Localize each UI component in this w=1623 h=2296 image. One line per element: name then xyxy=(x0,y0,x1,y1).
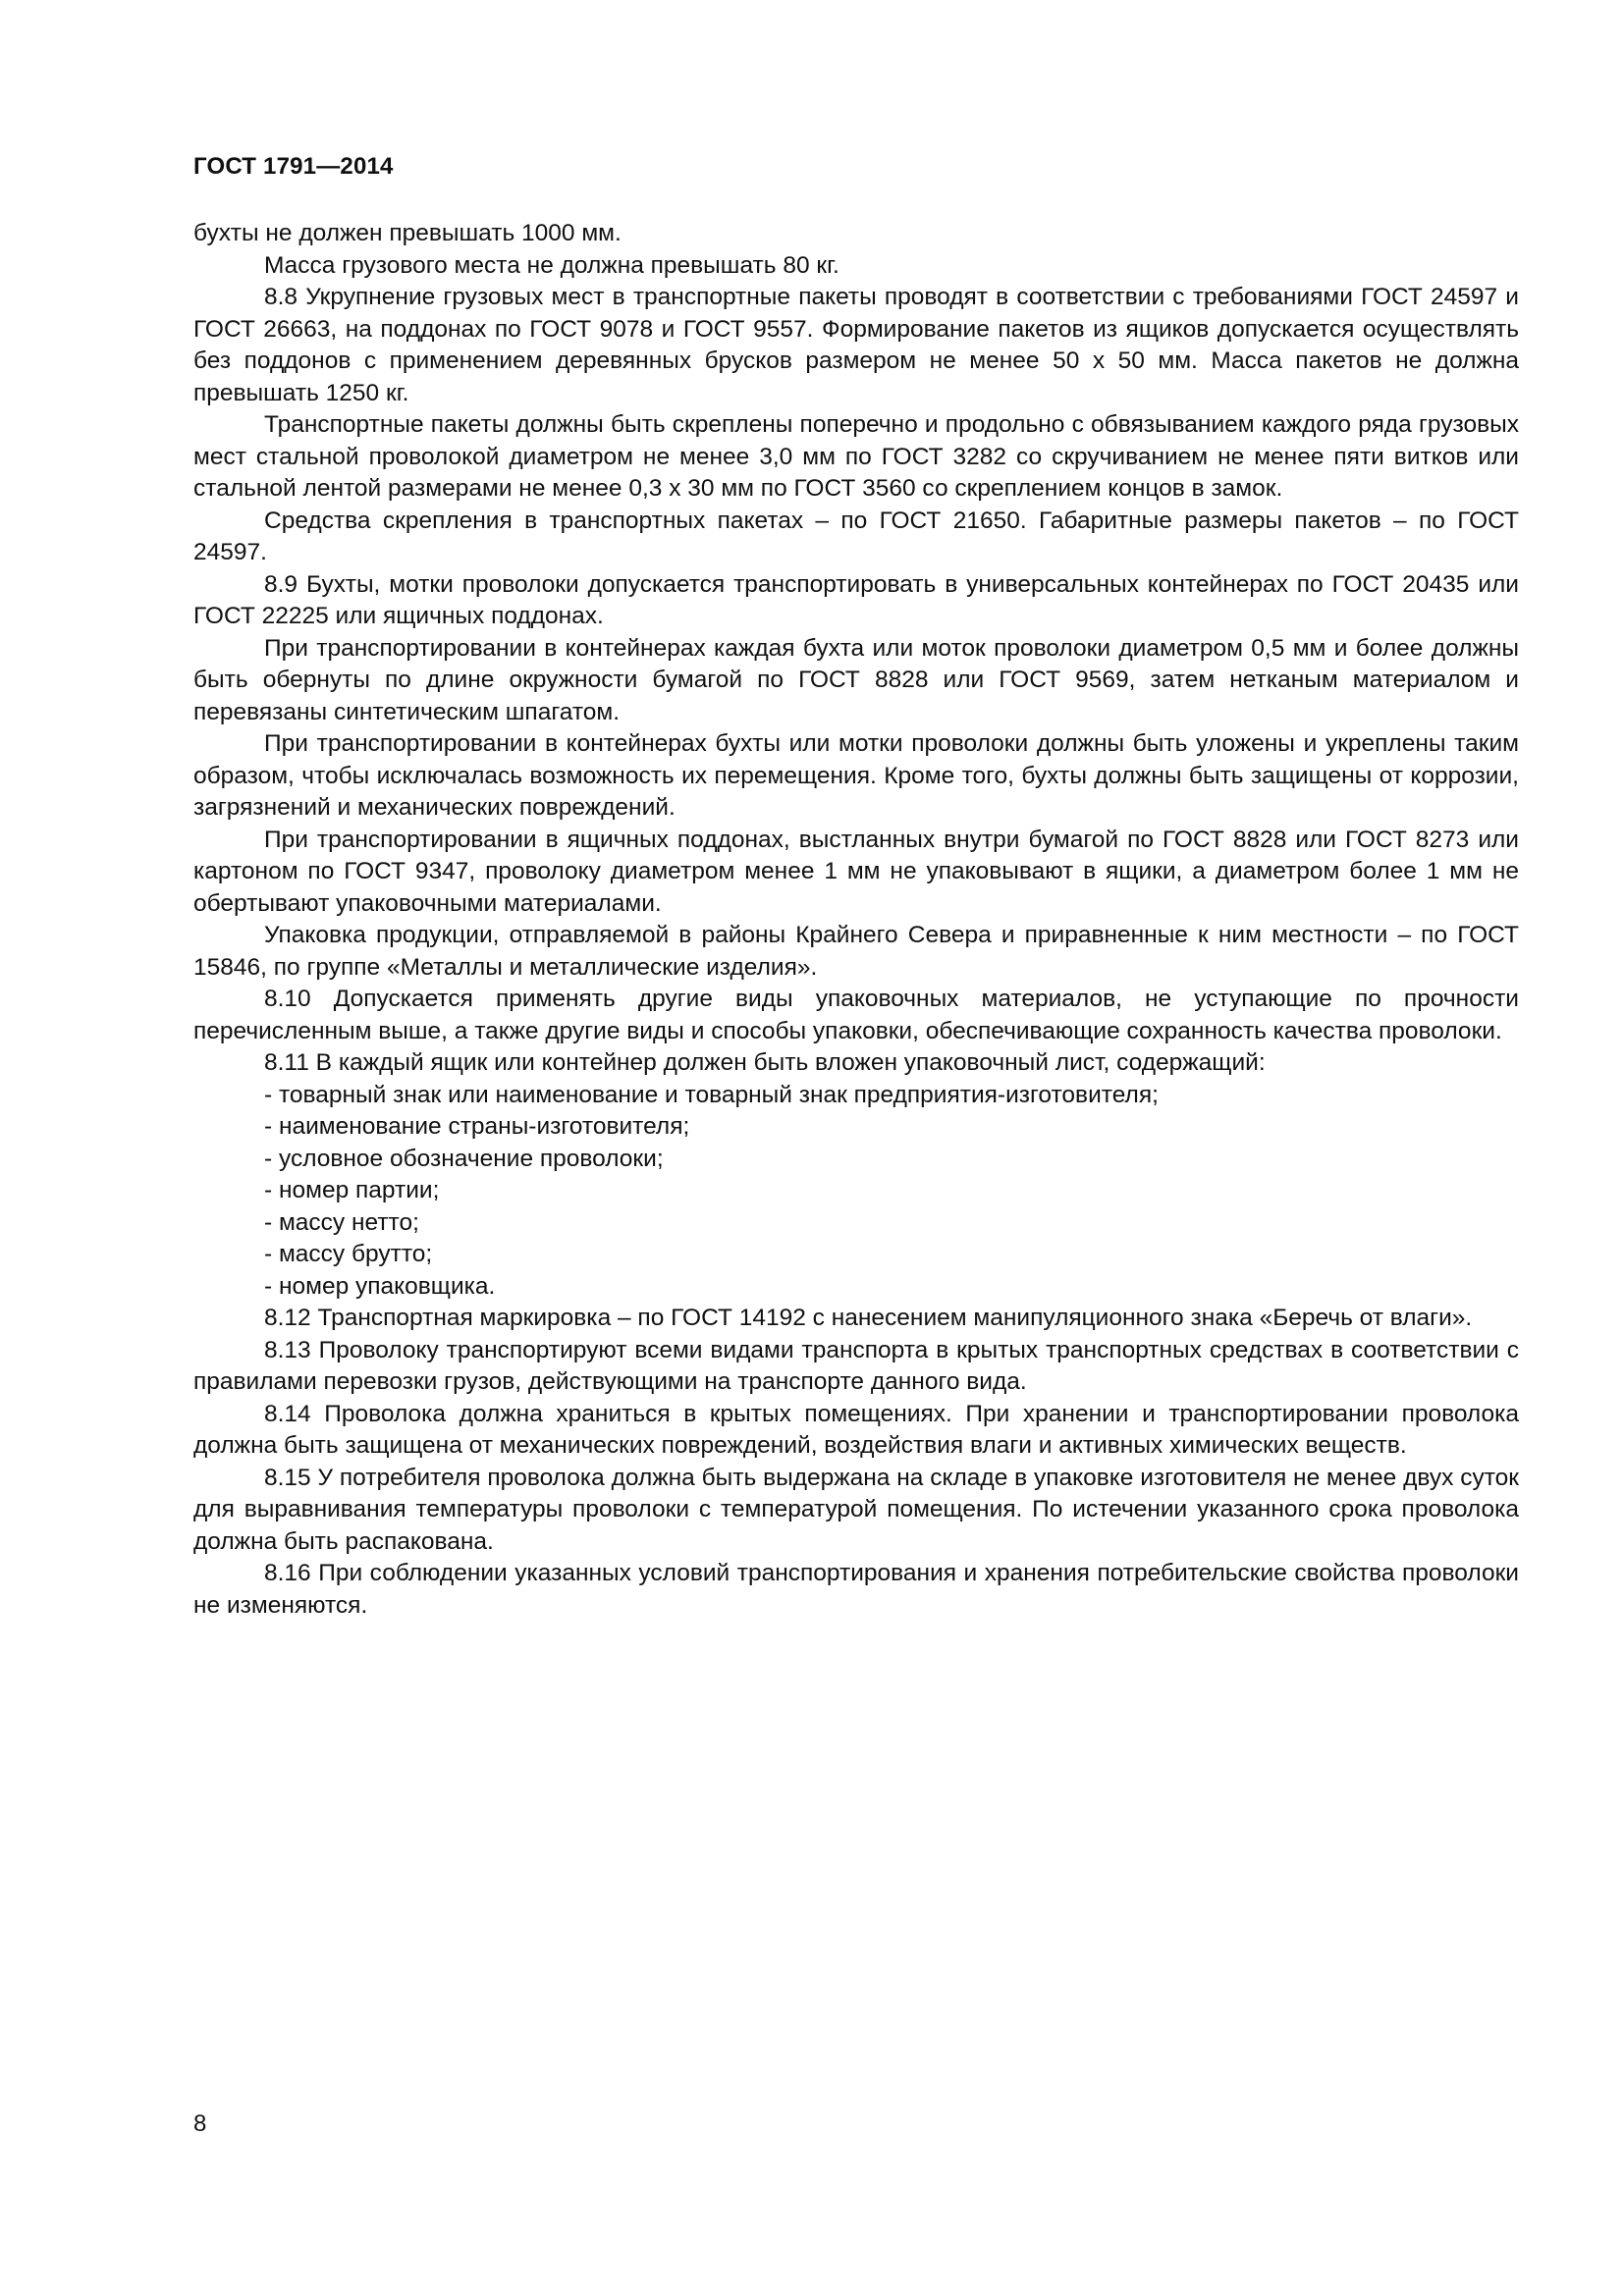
list-item: - условное обозначение проволоки; xyxy=(264,1145,664,1172)
page-number: 8 xyxy=(193,2110,207,2137)
document-body xyxy=(193,218,1519,1622)
paragraph: 8.14 Проволока должна храниться в крытых помещениях. При хранении и транспортировании проволока должна быть защищена от механических повреждений, воздействия влаги и активных химических веществ. xyxy=(193,1400,1519,1459)
paragraph: 8.8 Укрупнение грузовых мест в транспортные пакеты проводят в соответствии с требованиями ГОСТ 24597 и ГОСТ 26663, на поддонах по ГОСТ 9078 и ГОСТ 9557. Формирование пакетов из ящиков допускается осуществлять без поддонов с применением деревянных брусков размером не менее 50 х 50 мм. Масса пакетов не должна превышать 1250 кг. xyxy=(193,284,1519,406)
paragraph-continuation: бухты не должен превышать 1000 мм. xyxy=(193,220,622,246)
list-item: - номер партии; xyxy=(264,1177,440,1203)
paragraph: Транспортные пакеты должны быть скреплены поперечно и продольно с обвязыванием каждого ряда грузовых мест стальной проволокой диаметром не менее 3,0 мм по ГОСТ 3282 со скручиванием не менее пяти витков или стальной лентой размерами не менее 0,3 х 30 мм по ГОСТ 3560 со скреплением концов в замок. xyxy=(193,411,1519,502)
paragraph: 8.15 У потребителя проволока должна быть выдержана на складе в упаковке изготовителя не менее двух суток для выравнивания температуры проволоки с температурой помещения. По истечении указанного срока проволока должна быть распакована. xyxy=(193,1464,1519,1555)
paragraph: При транспортировании в контейнерах бухты или мотки проволоки должны быть уложены и укреплены таким образом, чтобы исключалась возможность их перемещения. Кроме того, бухты должны быть защищены от коррозии, загрязнений и механических повреждений. xyxy=(193,730,1519,821)
paragraph: 8.13 Проволоку транспортируют всеми видами транспорта в крытых транспортных средствах в соответствии с правилами перевозки грузов, действующими на транспорте данного вида. xyxy=(193,1336,1519,1395)
paragraph: 8.11 В каждый ящик или контейнер должен быть вложен упаковочный лист, содержащий: xyxy=(264,1049,1266,1076)
paragraph: При транспортировании в ящичных поддонах, выстланных внутри бумагой по ГОСТ 8828 или ГОСТ 8273 или картоном по ГОСТ 9347, проволоку диаметром менее 1 мм не упаковывают в ящики, а диаметром более 1 мм не обертывают упаковочными материалами. xyxy=(193,826,1519,917)
paragraph: 8.12 Транспортная маркировка – по ГОСТ 14192 с нанесением манипуляционного знака «Беречь от влаги». xyxy=(264,1305,1473,1331)
paragraph: При транспортировании в контейнерах каждая бухта или моток проволоки диаметром 0,5 мм и более должны быть обернуты по длине окружности бумагой по ГОСТ 8828 или ГОСТ 9569, затем нетканым материалом и перевязаны синтетическим шпагатом. xyxy=(193,634,1519,725)
list-item: - номер упаковщика. xyxy=(264,1272,496,1300)
paragraph: 8.10 Допускается применять другие виды упаковочных материалов, не уступающие по прочности перечисленным выше, а также другие виды и способы упаковки, обеспечивающие сохранность качества проволоки. xyxy=(193,986,1519,1044)
list-item: - массу нетто; xyxy=(264,1208,419,1236)
list-item: - наименование страны-изготовителя; xyxy=(264,1113,690,1140)
paragraph: Упаковка продукции, отправляемой в районы Крайнего Севера и приравненные к ним местности – по ГОСТ 15846, по группе «Металлы и металлические изделия». xyxy=(193,922,1519,981)
paragraph: Средства скрепления в транспортных пакетах – по ГОСТ 21650. Габаритные размеры пакетов – по ГОСТ 24597. xyxy=(193,507,1519,565)
list-item: - товарный знак или наименование и товарный знак предприятия-изготовителя; xyxy=(264,1081,1159,1108)
list-item: - массу брутто; xyxy=(264,1241,433,1267)
standard-header: ГОСТ 1791—2014 xyxy=(193,153,394,180)
paragraph: Масса грузового места не должна превышать 80 кг. xyxy=(264,251,839,279)
paragraph: 8.9 Бухты, мотки проволоки допускается транспортировать в универсальных контейнерах по ГОСТ 20435 или ГОСТ 22225 или ящичных поддонах. xyxy=(193,570,1519,629)
paragraph: 8.16 При соблюдении указанных условий транспортирования и хранения потребительские свойства проволоки не изменяются. xyxy=(193,1560,1519,1619)
